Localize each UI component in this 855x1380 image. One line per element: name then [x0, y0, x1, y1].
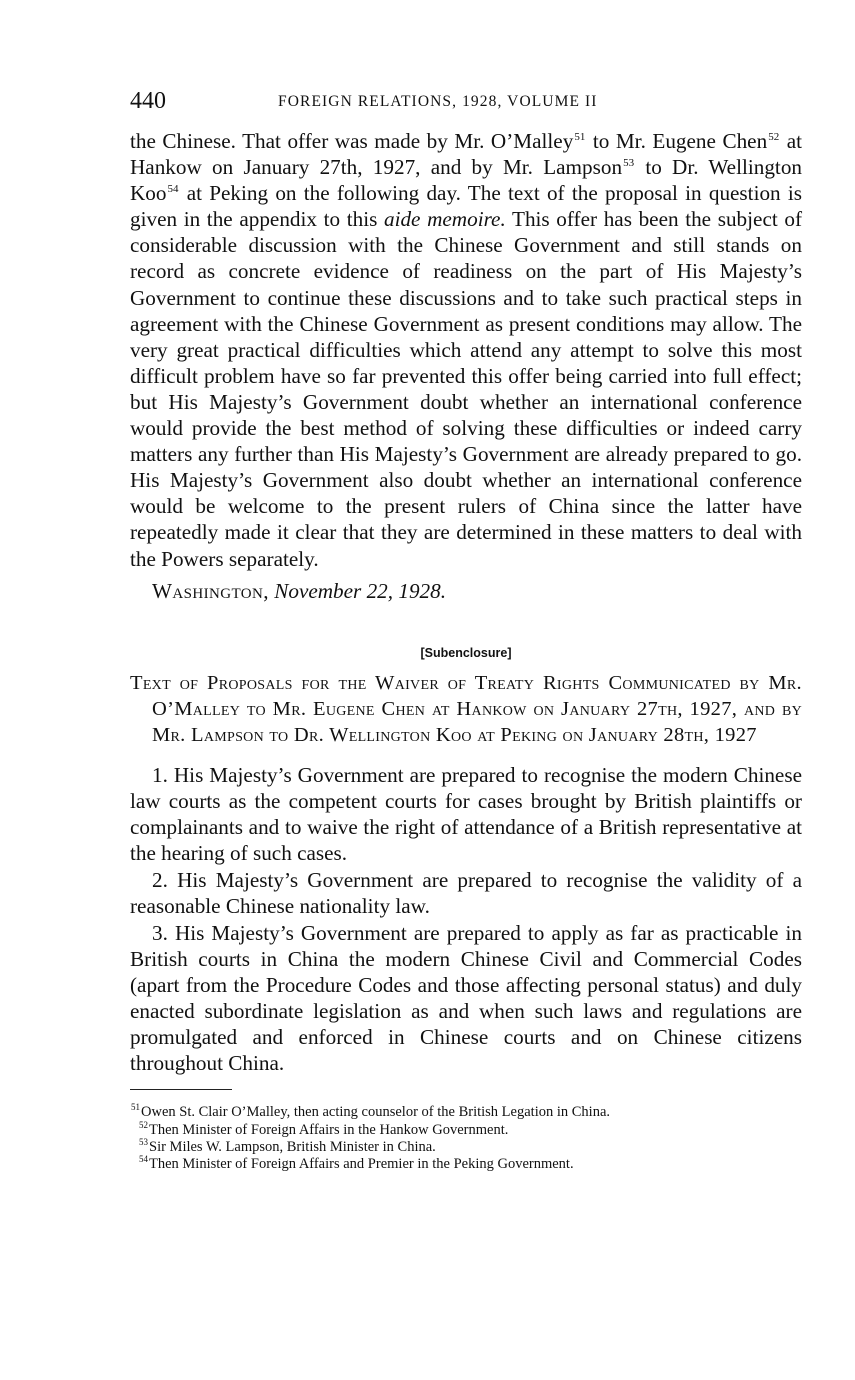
footnote-number: 51 — [131, 1102, 140, 1113]
footnote-52 — [130, 1119, 802, 1139]
proposal-list — [130, 762, 802, 1076]
proposal-item-3: 3. His Majesty’s Government are prepared to apply as far as practicable in British courts in China the modern Chinese Civil and Commercial Codes (apart from the Procedure Codes and those affecting personal status) and duly enacted subordinate legislation as and when such laws and regulations are promulgated and enforced in Chinese courts and on Chinese citizens throughout China. — [130, 920, 802, 1076]
subenclosure-title: Text of Proposals for the Waiver of Treaty Rights Communicated by Mr. O’Malley to Mr. Eugene Chen at Hankow on January 27th, 1927, and by Mr. Lampson to Dr. Wellington Koo at Peking on January 28th, 1927 — [130, 671, 802, 746]
paragraph-text: to Mr. Eugene Chen — [586, 129, 768, 153]
signature-date: November 22, 1928. — [274, 578, 447, 603]
footnote-number: 52 — [139, 1119, 148, 1130]
paragraph-text: the Chinese. That offer was made by Mr. O’Malley — [130, 129, 574, 153]
page-number: 440 — [130, 88, 166, 114]
footnote-ref-53[interactable]: 53 — [623, 157, 635, 170]
footnote-54 — [130, 1156, 802, 1173]
subenclosure-label: [Subenclosure] — [420, 645, 512, 660]
signature-place: Washington, — [152, 578, 269, 603]
footnote-53 — [130, 1136, 802, 1156]
footnotes — [130, 1104, 802, 1173]
page-header — [130, 88, 802, 118]
paragraph-text: at Peking on the following day. The text of the proposal in question is given in the appendix to this — [130, 181, 802, 232]
paragraph-text: to Dr. Wellington Koo — [130, 155, 803, 206]
italic-phrase: aide memoire. — [383, 207, 506, 232]
footnote-ref-51[interactable]: 51 — [574, 131, 586, 143]
proposal-item-2: 2. His Majesty’s Government are prepared to recognise the validity of a reasonable Chinese nationality law. — [130, 868, 802, 919]
footnote-text: Then Minister of Foreign Affairs and Premier in the Peking Government. — [149, 1156, 574, 1173]
footnote-number: 54 — [139, 1154, 148, 1165]
footnote-divider — [130, 1089, 232, 1090]
footnote-ref-54[interactable]: 54 — [167, 183, 179, 196]
page-body — [130, 128, 802, 1174]
footnote-number: 53 — [139, 1136, 148, 1147]
signature-line — [130, 578, 802, 604]
footnote-text: Then Minister of Foreign Affairs in the Hankow Government. — [149, 1121, 509, 1138]
footnote-text: Owen St. Clair O’Malley, then acting counselor of the British Legation in China. — [141, 1104, 611, 1121]
running-head: FOREIGN RELATIONS, 1928, VOLUME II — [278, 93, 598, 110]
footnote-51 — [130, 1104, 802, 1121]
paragraph-text: at Hankow on January 27th, 1927, and by Mr. Lampson — [130, 129, 803, 180]
continued-paragraph — [130, 128, 802, 572]
footnote-text: Sir Miles W. Lampson, British Minister in China. — [149, 1138, 436, 1155]
proposal-item-1: 1. His Majesty’s Government are prepared to recognise the modern Chinese law courts as the competent courts for cases brought by British plaintiffs or complainants and to waive the right of attendance of a British representative at the hearing of such cases. — [130, 763, 802, 866]
footnote-ref-52[interactable]: 52 — [768, 131, 780, 143]
paragraph-text: This offer has been the subject of considerable discussion with the Chinese Government and still stands on record as concrete evidence of readiness on the part of His Majesty’s Government to continue these discussions and to take such practical steps in agreement with the Chinese Government as present conditions may allow. The very great practical difficulties which attend any attempt to solve this most difficult problem have so far prevented this offer being carried into full effect; but His Majesty’s Government doubt whether an international conference would provide the best method of solving these difficulties or indeed carry matters any further than His Majesty’s Government are already prepared to go. His Majesty’s Government also doubt whether an international conference would be welcome to the present rulers of China since the latter have repeatedly made it clear that they are determined in these matters to deal with the Powers separately. — [130, 207, 803, 571]
